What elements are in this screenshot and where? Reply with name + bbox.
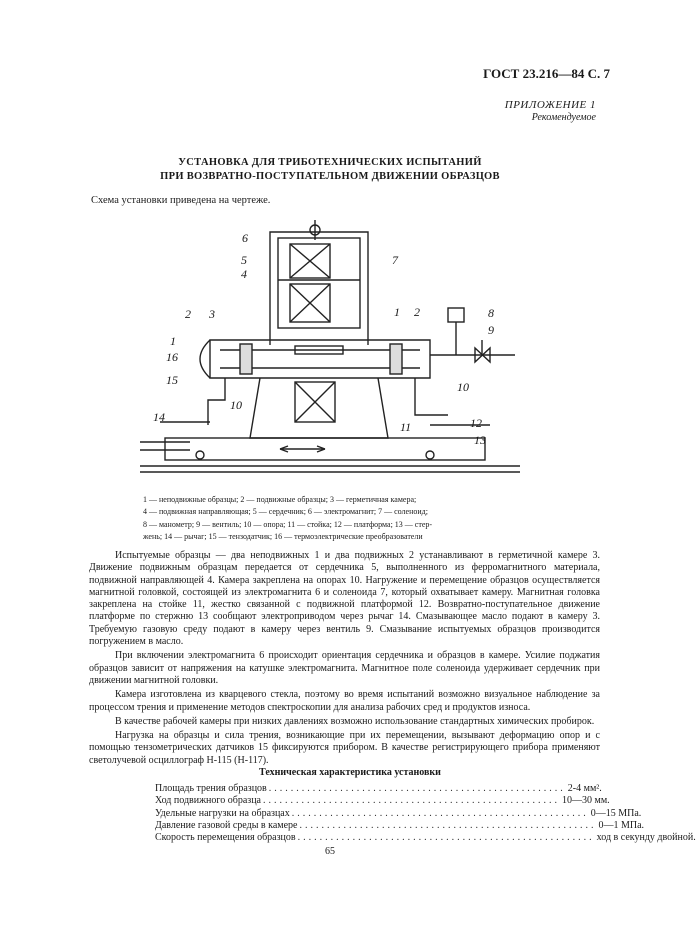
spec-row — [155, 807, 642, 820]
legend-line: 1 — неподвижные образцы; 2 — подвижные образцы; 3 — герметичная камера; — [143, 495, 417, 504]
spec-value: ход в секунду двойной. — [596, 832, 696, 844]
spec-dots: ...................................................... — [299, 819, 597, 831]
spec-row — [155, 819, 645, 832]
apparatus-drawing — [130, 210, 530, 490]
spec-row — [155, 795, 610, 807]
fig-label-8: 8 — [488, 306, 494, 320]
paragraph: Испытуемые образцы — два неподвижных 1 и два подвижных 2 устанавливают в герметичной камере 3. Движение подвижным образцам передается от сердечника 5, выполненного из ферромагнитного материала, подвижной направляющей 4. Камера закреплена на опорах 10. Нагружение и перемещение образцов осуществляется магнитной головкой, состоящей из электромагнита 6 и соленоида 7, который охватывает камеру. Магнитная головка закреплена на стойке 11, жестко связанной с подвижной платформой 12. Возвратно-поступательное движение платформе по стержню 13 сообщают электроприводом через рычаг 14. Смазывающее масло подают в камеру 3. Требуемую газовую среду подают в камеру через вентиль 9. Смазывание испытуемых образцов производится погружением в масло. — [89, 550, 600, 648]
title-line-1: УСТАНОВКА ДЛЯ ТРИБОТЕХНИЧЕСКИХ ИСПЫТАНИЙ — [178, 157, 482, 168]
appendix-status: Рекомендуемое — [531, 112, 596, 123]
spec-row — [155, 783, 602, 795]
paragraph: Нагрузка на образцы и сила трения, возникающие при их перемещении, вызывают деформацию опор и с помощью тензометрических датчиков 15 фиксируются прибором. В качестве регистрирующего прибора применяют светолучевой осциллограф Н-115 (Н-117). — [89, 730, 600, 766]
spec-dots: ...................................................... — [263, 795, 560, 807]
spec-label: Скорость перемещения образцов — [155, 832, 296, 844]
spec-dots: ...................................................... — [297, 832, 595, 844]
fig-label-2b: 2 — [414, 305, 420, 319]
spec-label: Ход подвижного образца — [155, 795, 261, 807]
spec-row — [155, 832, 696, 844]
intro-text: Схема установки приведена на чертеже. — [91, 195, 271, 206]
fig-label-16: 16 — [166, 350, 178, 364]
paragraph: Камера изготовлена из кварцевого стекла, поэтому во время испытаний возможно визуальное наблюдение за процессом трения и применение методов спектроскопии для анализа рабочих сред и продуктов износа. — [89, 689, 600, 713]
page-header: ГОСТ 23.216—84 С. 7 — [483, 66, 610, 81]
page-number: 65 — [325, 846, 335, 857]
legend-line: 4 — подвижная направляющая; 5 — сердечник; 6 — электромагнит; 7 — соленоид; — [143, 507, 428, 517]
spec-value: 10—30 мм. — [562, 795, 610, 807]
legend-line: жень; 14 — рычаг; 15 — тензодатчик; 16 — термоэлектрические преобразователи — [143, 532, 423, 542]
title-line-2: ПРИ ВОЗВРАТНО-ПОСТУПАТЕЛЬНОМ ДВИЖЕНИИ ОБРАЗЦОВ — [160, 171, 500, 182]
fig-label-4: 4 — [241, 267, 247, 281]
spec-label: Площадь трения образцов — [155, 783, 267, 794]
body-text — [89, 550, 600, 769]
spec-label: Удельные нагрузки на образцах — [155, 807, 290, 819]
fig-label-10a: 10 — [230, 398, 242, 412]
fig-label-14: 14 — [153, 410, 165, 424]
spec-dots: ...................................................... — [268, 783, 566, 794]
fig-label-10b: 10 — [457, 380, 469, 394]
appendix-label: ПРИЛОЖЕНИЕ 1 — [504, 99, 596, 111]
fig-label-6: 6 — [242, 231, 248, 245]
figure-legend — [143, 494, 523, 544]
spec-value: 0—15 МПа. — [590, 807, 642, 819]
spec-dots: ...................................................... — [291, 807, 589, 819]
fig-label-9: 9 — [488, 323, 494, 337]
fig-label-1b: 1 — [394, 305, 400, 319]
spec-table — [155, 783, 696, 844]
fig-label-1a: 1 — [170, 334, 176, 348]
fig-label-3: 3 — [209, 307, 215, 321]
fig-label-15: 15 — [166, 373, 178, 387]
fig-label-11: 11 — [400, 420, 412, 434]
fig-label-5: 5 — [241, 253, 247, 267]
fig-label-12: 12 — [470, 416, 482, 430]
fig-label-13: 13 — [474, 433, 486, 447]
fig-label-2a: 2 — [185, 307, 191, 321]
spec-value: 0—1 МПа. — [598, 819, 645, 831]
spec-label: Давление газовой среды в камере — [155, 819, 298, 831]
paragraph: В качестве рабочей камеры при низких давлениях возможно использование стандартных химических пробирок. — [115, 715, 595, 727]
legend-line: 8 — манометр; 9 — вентиль; 10 — опора; 11 — стойка; 12 — платформа; 13 — стер- — [143, 519, 433, 529]
fig-label-7: 7 — [392, 253, 398, 267]
spec-value: 2-4 мм². — [567, 783, 602, 794]
paragraph: При включении электромагнита 6 происходит ориентация сердечника и образцов в камере. Усилие поджатия образцов зависит от напряжения на катушке электромагнита. Магнитное поле соленоида удерживает сердечник при движении магнитной головки. — [89, 650, 600, 686]
spec-title: Техническая характеристика установки — [259, 767, 441, 778]
